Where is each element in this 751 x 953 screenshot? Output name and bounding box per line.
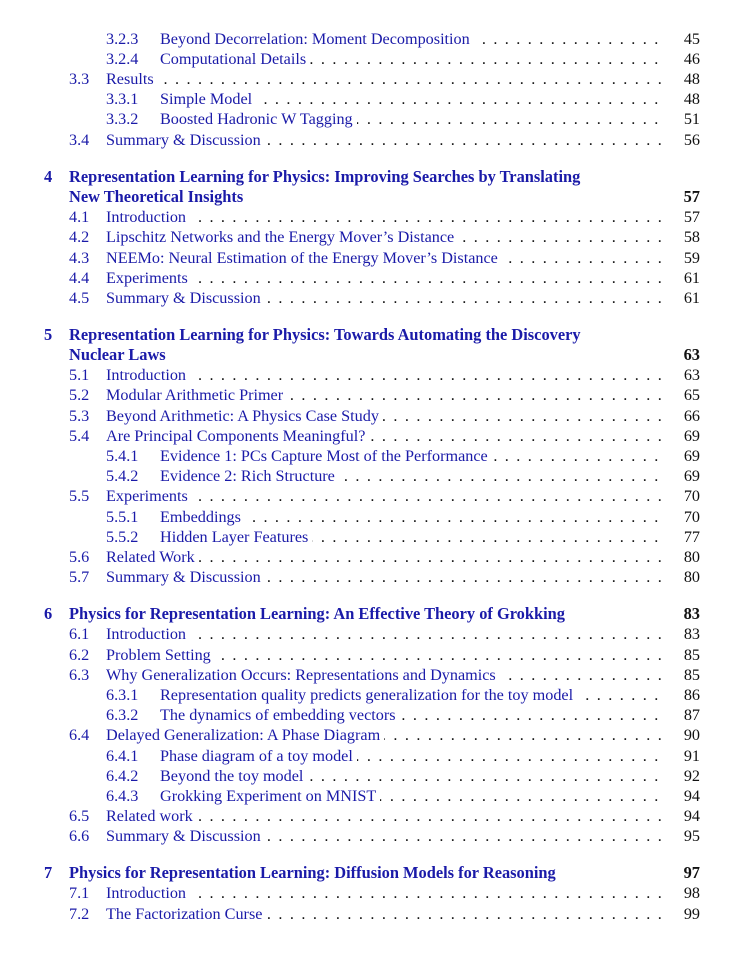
- toc-section-entry[interactable]: [0, 486, 751, 506]
- toc-section-entry[interactable]: [0, 385, 751, 405]
- toc-section-entry[interactable]: [0, 725, 751, 745]
- toc-entry-title[interactable]: The Factorization Curse: [106, 904, 266, 924]
- toc-section-entry[interactable]: [0, 288, 751, 308]
- toc-entry-title[interactable]: Physics for Representation Learning: Diffusion Models for Reasoning: [69, 863, 556, 882]
- toc-entry-number: 5.6: [69, 548, 90, 566]
- toc-page-number: 95: [683, 827, 700, 845]
- dot-leader: [106, 69, 665, 89]
- toc-page-number: 45: [683, 30, 700, 48]
- toc-page-number: 97: [683, 863, 700, 882]
- toc-entry-title[interactable]: Evidence 2: Rich Structure: [160, 466, 339, 486]
- toc-page-number: 99: [683, 905, 700, 923]
- toc-entry-number: 5: [44, 325, 53, 344]
- toc-entry-number: 7.2: [69, 905, 90, 923]
- toc-entry-title[interactable]: Experiments: [106, 486, 192, 506]
- toc-section-entry[interactable]: [0, 665, 751, 685]
- toc-entry-number: 6.3.2: [106, 706, 139, 724]
- toc-page-number: 91: [683, 747, 700, 765]
- toc-section-entry[interactable]: [0, 567, 751, 587]
- toc-entry-title[interactable]: Computational Details: [160, 49, 310, 69]
- toc-entry-title[interactable]: Modular Arithmetic Primer: [106, 385, 287, 405]
- toc-entry-title[interactable]: Simple Model: [160, 89, 256, 109]
- toc-entry-title[interactable]: Representation quality predicts generalization for the toy model: [160, 685, 577, 705]
- toc-entry-number: 7: [44, 863, 53, 882]
- toc-entry-title[interactable]: Related Work: [106, 547, 199, 567]
- toc-subsection-entry[interactable]: [0, 527, 751, 547]
- toc-page-number: 85: [683, 666, 700, 684]
- toc-page-number: 58: [683, 228, 700, 246]
- toc-entry-title[interactable]: Experiments: [106, 268, 192, 288]
- toc-chapter-entry[interactable]: [0, 187, 751, 207]
- toc-subsection-entry[interactable]: [0, 786, 751, 806]
- toc-entry-title[interactable]: Related work: [106, 806, 197, 826]
- toc-entry-number: 5.2: [69, 386, 90, 404]
- toc-subsection-entry[interactable]: [0, 109, 751, 129]
- toc-entry-title[interactable]: Phase diagram of a toy model: [160, 746, 357, 766]
- toc-entry-title[interactable]: Physics for Representation Learning: An Effective Theory of Grokking: [69, 604, 565, 623]
- toc-page-number: 59: [683, 249, 700, 267]
- toc-entry-title[interactable]: Delayed Generalization: A Phase Diagram: [106, 725, 384, 745]
- toc-subsection-entry[interactable]: [0, 49, 751, 69]
- toc-page-number: 87: [683, 706, 700, 724]
- toc-entry-number: 5.5.1: [106, 508, 139, 526]
- toc-entry-number: 5.5.2: [106, 528, 139, 546]
- toc-entry-number: 3.2.3: [106, 30, 139, 48]
- toc-section-entry[interactable]: [0, 268, 751, 288]
- toc-section-entry[interactable]: [0, 806, 751, 826]
- toc-entry-number: 4: [44, 167, 53, 186]
- toc-entry-title[interactable]: New Theoretical Insights: [69, 187, 244, 206]
- toc-page-number: 98: [683, 884, 700, 902]
- toc-section-entry[interactable]: [0, 645, 751, 665]
- toc-section-entry[interactable]: [0, 227, 751, 247]
- toc-entry-number: 3.3.2: [106, 110, 139, 128]
- toc-entry-title[interactable]: Beyond the toy model: [160, 766, 307, 786]
- toc-entry-title[interactable]: NEEMo: Neural Estimation of the Energy Mover’s Distance: [106, 248, 502, 268]
- toc-entry-title[interactable]: Boosted Hadronic W Tagging: [160, 109, 357, 129]
- toc-entry-number: 6: [44, 604, 53, 623]
- toc-page-number: 61: [683, 269, 700, 287]
- toc-page-number: 63: [683, 345, 700, 364]
- toc-entry-number: 5.7: [69, 568, 90, 586]
- toc-entry-title[interactable]: Problem Setting: [106, 645, 215, 665]
- toc-page-number: 48: [683, 70, 700, 88]
- toc-chapter-entry[interactable]: [0, 863, 751, 883]
- toc-section-entry[interactable]: [0, 406, 751, 426]
- toc-entry-title[interactable]: Summary & Discussion: [106, 288, 265, 308]
- toc-entry-title[interactable]: Beyond Arithmetic: A Physics Case Study: [106, 406, 383, 426]
- toc-page-number: 69: [683, 447, 700, 465]
- toc-page-number: 70: [683, 508, 700, 526]
- toc-chapter-entry[interactable]: [0, 345, 751, 365]
- toc-entry-number: 6.6: [69, 827, 90, 845]
- toc-subsection-entry[interactable]: [0, 746, 751, 766]
- toc-page-number: 94: [683, 807, 700, 825]
- toc-subsection-entry[interactable]: [0, 466, 751, 486]
- toc-entry-number: 6.3.1: [106, 686, 139, 704]
- toc-entry-number: 3.4: [69, 131, 90, 149]
- toc-entry-number: 3.3.1: [106, 90, 139, 108]
- toc-entry-title[interactable]: Representation Learning for Physics: Improving Searches by Translating: [69, 167, 581, 186]
- toc-page-number: 83: [683, 625, 700, 643]
- toc-section-entry[interactable]: [0, 426, 751, 446]
- toc-page-number: 77: [683, 528, 700, 546]
- toc-entry-title[interactable]: Results: [106, 69, 158, 89]
- toc-page-number: 56: [683, 131, 700, 149]
- toc-page-number: 48: [683, 90, 700, 108]
- toc-entry-title[interactable]: Evidence 1: PCs Capture Most of the Performance: [160, 446, 492, 466]
- toc-page-number: 57: [683, 187, 700, 206]
- toc-subsection-entry[interactable]: [0, 766, 751, 786]
- toc-page-number: 61: [683, 289, 700, 307]
- toc-page-number: 92: [683, 767, 700, 785]
- toc-entry-title[interactable]: Representation Learning for Physics: Towards Automating the Discovery: [69, 325, 581, 344]
- toc-entry-title[interactable]: Lipschitz Networks and the Energy Mover’s Distance: [106, 227, 458, 247]
- toc-page-number: 90: [683, 726, 700, 744]
- toc-entry-number: 6.4.3: [106, 787, 139, 805]
- toc-page-number: 80: [683, 568, 700, 586]
- toc-entry-title[interactable]: Beyond Decorrelation: Moment Decomposition: [160, 29, 474, 49]
- toc-page-number: 80: [683, 548, 700, 566]
- toc-entry-title[interactable]: Grokking Experiment on MNIST: [160, 786, 380, 806]
- toc-entry-number: 3.2.4: [106, 50, 139, 68]
- toc-entry-number: 5.3: [69, 407, 90, 425]
- toc-page-number: 51: [683, 110, 700, 128]
- toc-page-number: 66: [683, 407, 700, 425]
- toc-entry-number: 6.5: [69, 807, 90, 825]
- toc-entry-title[interactable]: Summary & Discussion: [106, 826, 265, 846]
- toc-entry-title[interactable]: The dynamics of embedding vectors: [160, 705, 400, 725]
- toc-page-number: 46: [683, 50, 700, 68]
- toc-entry-title[interactable]: Introduction: [106, 883, 190, 903]
- toc-entry-number: 6.1: [69, 625, 90, 643]
- toc-entry-number: 5.1: [69, 366, 90, 384]
- toc-entry-number: 4.5: [69, 289, 90, 307]
- toc-entry-title[interactable]: Nuclear Laws: [69, 345, 166, 364]
- toc-subsection-entry[interactable]: [0, 29, 751, 49]
- toc-section-entry[interactable]: [0, 826, 751, 846]
- toc-chapter-entry[interactable]: [0, 167, 751, 187]
- toc-entry-title[interactable]: Embeddings: [160, 507, 245, 527]
- toc-entry-number: 6.4: [69, 726, 90, 744]
- toc-section-entry[interactable]: [0, 883, 751, 903]
- toc-section-entry[interactable]: [0, 207, 751, 227]
- toc-entry-number: 7.1: [69, 884, 90, 902]
- toc-section-entry[interactable]: [0, 130, 751, 150]
- toc-section-entry[interactable]: [0, 69, 751, 89]
- toc-page-number: 65: [683, 386, 700, 404]
- toc-entry-number: 6.4.1: [106, 747, 139, 765]
- toc-entry-number: 6.3: [69, 666, 90, 684]
- toc-section-entry[interactable]: [0, 547, 751, 567]
- toc-entry-number: 4.3: [69, 249, 90, 267]
- toc-entry-title[interactable]: Introduction: [106, 207, 190, 227]
- toc-section-entry[interactable]: [0, 904, 751, 924]
- toc-subsection-entry[interactable]: [0, 705, 751, 725]
- toc-entry-title[interactable]: Are Principal Components Meaningful?: [106, 426, 369, 446]
- toc-entry-title[interactable]: Summary & Discussion: [106, 567, 265, 587]
- toc-page-number: 83: [683, 604, 700, 623]
- toc-section-entry[interactable]: [0, 365, 751, 385]
- toc-entry-number: 5.4: [69, 427, 90, 445]
- toc-entry-number: 5.4.2: [106, 467, 139, 485]
- toc-entry-title[interactable]: Summary & Discussion: [106, 130, 265, 150]
- toc-section-entry[interactable]: [0, 624, 751, 644]
- toc-entry-title[interactable]: Why Generalization Occurs: Representations and Dynamics: [106, 665, 500, 685]
- toc-entry-number: 4.4: [69, 269, 90, 287]
- toc-page-number: 94: [683, 787, 700, 805]
- toc-subsection-entry[interactable]: [0, 446, 751, 466]
- toc-page-number: 69: [683, 427, 700, 445]
- toc-entry-number: 4.1: [69, 208, 90, 226]
- toc-entry-number: 6.2: [69, 646, 90, 664]
- toc-entry-number: 5.5: [69, 487, 90, 505]
- toc-section-entry[interactable]: [0, 248, 751, 268]
- toc-page-number: 63: [683, 366, 700, 384]
- toc-subsection-entry[interactable]: [0, 685, 751, 705]
- toc-entry-number: 3.3: [69, 70, 90, 88]
- toc-chapter-entry[interactable]: [0, 325, 751, 345]
- toc-page-number: 86: [683, 686, 700, 704]
- toc-entry-number: 6.4.2: [106, 767, 139, 785]
- toc-page-number: 85: [683, 646, 700, 664]
- toc-entry-number: 5.4.1: [106, 447, 139, 465]
- toc-entry-title[interactable]: Introduction: [106, 365, 190, 385]
- toc-subsection-entry[interactable]: [0, 507, 751, 527]
- toc-page-number: 70: [683, 487, 700, 505]
- toc-entry-title[interactable]: Hidden Layer Features: [160, 527, 312, 547]
- toc-entry-title[interactable]: Introduction: [106, 624, 190, 644]
- toc-chapter-entry[interactable]: [0, 604, 751, 624]
- toc-page-number: 69: [683, 467, 700, 485]
- toc-subsection-entry[interactable]: [0, 89, 751, 109]
- toc-entry-number: 4.2: [69, 228, 90, 246]
- toc-page-number: 57: [683, 208, 700, 226]
